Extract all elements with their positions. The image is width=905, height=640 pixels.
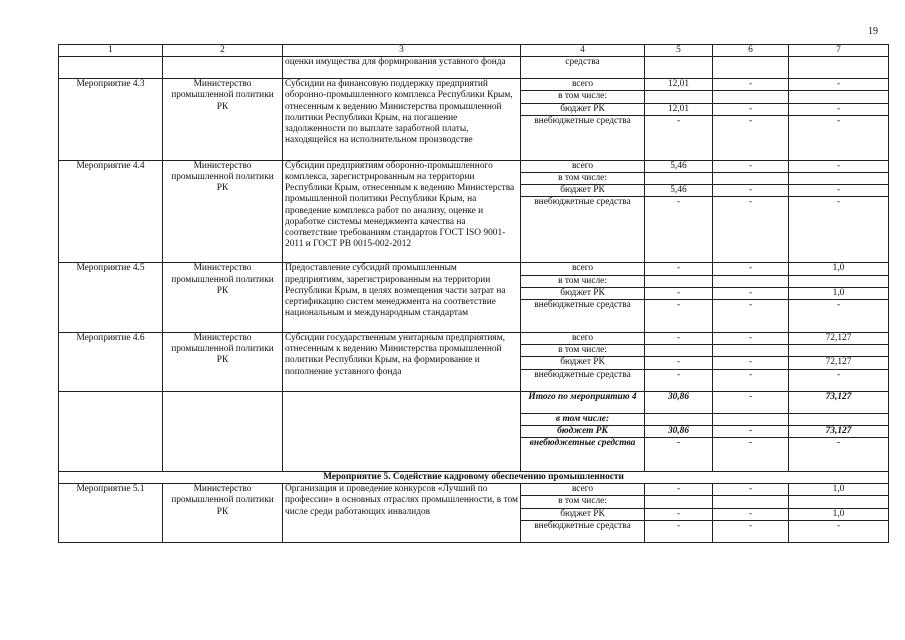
amount-year-2: - (713, 160, 789, 172)
column-number-row (59, 45, 889, 57)
activity-description: Субсидии предприятиям оборонно-промышленного комплекса, зарегистрированным на территории Республики Крым, отнесенным к ведению Министерства промышленной политики Республики Крым, на проведение комплекса работ по анализу, оценке и доработке системы менеджмента качества на соответствие требованиям стандартов ГОСТ ISO 9001-2011 и ГОСТ РВ 0015-002-2012 (283, 160, 521, 263)
responsible-executor: Министерство промышленной политики РК (163, 79, 283, 161)
amount-year-1: - (645, 520, 713, 542)
program-activities-table (58, 44, 889, 543)
activity-code: Мероприятие 5.1 (59, 484, 163, 543)
amount-year-1: 12,01 (645, 79, 713, 91)
amount-year-2: - (713, 520, 789, 542)
total-year-1: - (645, 438, 713, 472)
responsible-executor: Министерство промышленной политики РК (163, 263, 283, 333)
funding-source: в том числе: (521, 275, 645, 287)
amount-year-3 (789, 173, 889, 185)
funding-source: бюджет РК (521, 357, 645, 369)
total-year-2: - (713, 425, 789, 437)
amount-year-1: - (645, 115, 713, 160)
amount-year-2: - (713, 79, 789, 91)
column-number: 3 (283, 45, 521, 57)
activity-description: оценки имущества для формирования уставного фонда (283, 57, 521, 79)
funding-source: внебюджетные средства (521, 300, 645, 333)
funding-source: всего (521, 484, 645, 496)
responsible-executor (163, 57, 283, 79)
table-row (59, 263, 889, 275)
activity-description: Предоставление субсидий промышленным предприятиям, зарегистрированным на территории Республики Крым, в целях возмещения части затрат на сертификацию систем менеджмента на соответствие национальным и международным стандартам (283, 263, 521, 333)
funding-source: в том числе: (521, 413, 645, 425)
section-title: Мероприятие 5. Содействие кадровому обеспечению промышленности (59, 472, 889, 484)
activity-code: Мероприятие 4.5 (59, 263, 163, 333)
responsible-executor: Министерство промышленной политики РК (163, 160, 283, 263)
amount-year-1 (645, 345, 713, 357)
funding-source: в том числе: (521, 496, 645, 508)
amount-year-2 (713, 275, 789, 287)
total-year-2: - (713, 438, 789, 472)
funding-source: в том числе: (521, 91, 645, 103)
funding-source: всего (521, 79, 645, 91)
amount-year-2: - (713, 508, 789, 520)
funding-source: в том числе: (521, 345, 645, 357)
amount-year-2: - (713, 369, 789, 391)
funding-source: внебюджетные средства (521, 115, 645, 160)
amount-year-1: - (645, 357, 713, 369)
funding-source: бюджет РК (521, 103, 645, 115)
funding-source: внебюджетные средства (521, 369, 645, 391)
activity-code: Мероприятие 4.4 (59, 160, 163, 263)
amount-year-3: - (789, 520, 889, 542)
table-row (59, 333, 889, 345)
amount-year-2: - (713, 185, 789, 197)
total-year-3: - (789, 438, 889, 472)
amount-year-3: - (789, 300, 889, 333)
activity-code (59, 391, 163, 471)
amount-year-3 (789, 345, 889, 357)
table-row (59, 484, 889, 496)
amount-year-2: - (713, 484, 789, 496)
amount-year-3: - (789, 79, 889, 91)
activity-description: Организация и проведение конкурсов «Лучший по профессии» в основных отраслях промышленности, в том числе среди работающих инвалидов (283, 484, 521, 543)
funding-source: всего (521, 263, 645, 275)
amount-year-1: - (645, 508, 713, 520)
total-year-2: - (713, 391, 789, 413)
amount-year-2: - (713, 287, 789, 299)
amount-year-1 (645, 173, 713, 185)
amount-year-2 (713, 345, 789, 357)
amount-year-3: 1,0 (789, 484, 889, 496)
amount-year-1 (645, 91, 713, 103)
amount-year-1: - (645, 263, 713, 275)
amount-year-1: - (645, 300, 713, 333)
amount-year-1: 5,46 (645, 185, 713, 197)
total-year-1: 30,86 (645, 391, 713, 413)
responsible-executor: Министерство промышленной политики РК (163, 484, 283, 543)
funding-source: бюджет РК (521, 425, 645, 437)
funding-source: внебюджетные средства (521, 520, 645, 542)
amount-year-1: 5,46 (645, 160, 713, 172)
amount-year-3: 1,0 (789, 287, 889, 299)
section-header-row (59, 472, 889, 484)
activity-code: Мероприятие 4.3 (59, 79, 163, 161)
amount-year-1 (645, 275, 713, 287)
amount-year-3: 1,0 (789, 263, 889, 275)
funding-source: средства (521, 57, 645, 79)
page-number: 19 (868, 26, 878, 37)
column-number: 1 (59, 45, 163, 57)
amount-year-1: 12,01 (645, 103, 713, 115)
column-number: 7 (789, 45, 889, 57)
amount-year-1: - (645, 333, 713, 345)
total-row (59, 391, 889, 413)
amount-year-3: 1,0 (789, 508, 889, 520)
amount-year-1: - (645, 369, 713, 391)
funding-source: всего (521, 160, 645, 172)
amount-year-2: - (713, 333, 789, 345)
table-row (59, 160, 889, 172)
amount-year-3 (789, 275, 889, 287)
activity-code: Мероприятие 4.6 (59, 333, 163, 392)
amount-year-1: - (645, 287, 713, 299)
amount-year-2 (713, 496, 789, 508)
column-number: 6 (713, 45, 789, 57)
total-year-3: 73,127 (789, 391, 889, 413)
amount-year-2: - (713, 197, 789, 263)
amount-year-2 (713, 173, 789, 185)
amount-year-1: - (645, 197, 713, 263)
amount-year-3: - (789, 185, 889, 197)
total-year-2 (713, 413, 789, 425)
total-year-1 (645, 413, 713, 425)
table-row (59, 57, 889, 79)
amount-year-1 (645, 57, 713, 79)
total-year-3: 73,127 (789, 425, 889, 437)
activity-description: Субсидии государственным унитарным предприятиям, отнесенным к ведению Министерства промышленной политики Республики Крым, на формирование и пополнение уставного фонда (283, 333, 521, 392)
amount-year-3: - (789, 197, 889, 263)
funding-source: бюджет РК (521, 508, 645, 520)
amount-year-2 (713, 57, 789, 79)
responsible-executor (163, 391, 283, 471)
amount-year-3: - (789, 369, 889, 391)
column-number: 4 (521, 45, 645, 57)
amount-year-2: - (713, 263, 789, 275)
funding-source: бюджет РК (521, 185, 645, 197)
amount-year-2: - (713, 103, 789, 115)
funding-source: в том числе: (521, 173, 645, 185)
amount-year-3 (789, 57, 889, 79)
activity-description: Субсидии на финансовую поддержку предприятий оборонно-промышленного комплекса Республики Крым, отнесенным к ведению Министерства промышленной политики Республики Крым, на погашение задолженности по выплате заработной платы, находящейся на исполнительном производстве (283, 79, 521, 161)
funding-source: внебюджетные средства (521, 438, 645, 472)
amount-year-3 (789, 91, 889, 103)
total-label: Итого по мероприятию 4 (521, 391, 645, 413)
funding-source: бюджет РК (521, 287, 645, 299)
column-number: 2 (163, 45, 283, 57)
amount-year-2: - (713, 357, 789, 369)
column-number: 5 (645, 45, 713, 57)
activity-code (59, 57, 163, 79)
amount-year-3: - (789, 103, 889, 115)
funding-source: внебюджетные средства (521, 197, 645, 263)
amount-year-3: - (789, 115, 889, 160)
responsible-executor: Министерство промышленной политики РК (163, 333, 283, 392)
activity-description (283, 391, 521, 471)
amount-year-3 (789, 496, 889, 508)
amount-year-3: 72,127 (789, 333, 889, 345)
funding-source: всего (521, 333, 645, 345)
amount-year-2: - (713, 115, 789, 160)
amount-year-2 (713, 91, 789, 103)
table-row (59, 79, 889, 91)
amount-year-3: - (789, 160, 889, 172)
amount-year-1 (645, 496, 713, 508)
amount-year-2: - (713, 300, 789, 333)
total-year-1: 30,86 (645, 425, 713, 437)
total-year-3 (789, 413, 889, 425)
amount-year-3: 72,127 (789, 357, 889, 369)
amount-year-1: - (645, 484, 713, 496)
